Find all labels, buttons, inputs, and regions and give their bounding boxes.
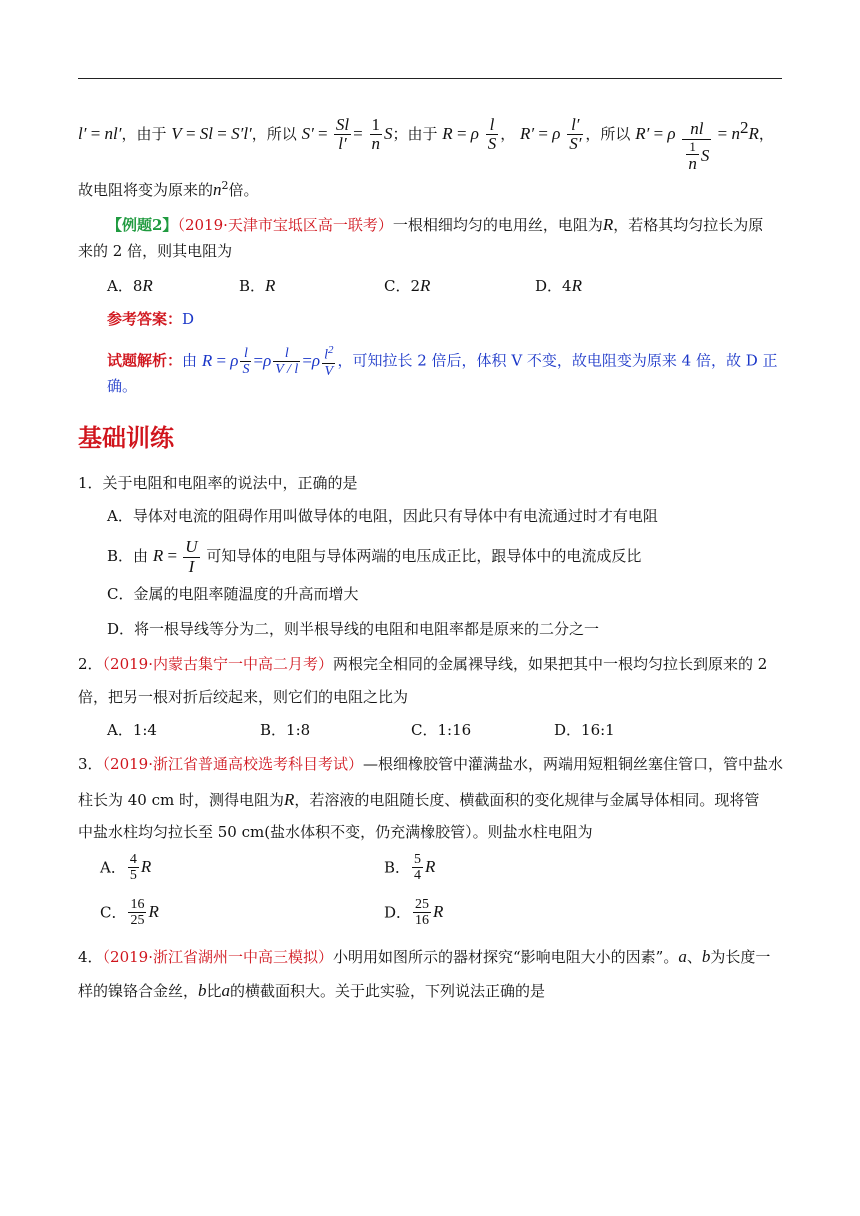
option-b: B．1:8 <box>260 721 311 739</box>
q3-option-c: C． $\frac{16}{25}$ R <box>100 897 159 929</box>
q2-stem: 2．（2019·内蒙古集宁一中高二月考）两根完全相同的金属裸导线，如果把其中一根均匀拉长到原来的 2 <box>78 655 768 673</box>
q2-stem-cont: 倍，把另一根对折后绞起来，则它们的电阻之比为 <box>78 688 409 706</box>
q3-stem-cont: 柱长为 40 cm 时，测得电阻为R，若溶液的电阻随长度、横截面积的变化规律与金属导体相同。现将管 <box>78 790 760 809</box>
option-d: D．16:1 <box>554 721 615 739</box>
q1-stem: 1．关于电阻和电阻率的说法中，正确的是 <box>78 474 358 492</box>
q1-option-a: A．导体对电流的阻碍作用叫做导体的电阻，因此只有导体中有电流通过时才有电阻 <box>107 507 658 525</box>
example2-analysis: 试题解析：由 R = ρ $\frac{l}{S}$ =ρ $\frac{l}{V / l}$ =ρ $\frac{l^2}{V}$ ，可知拉长 2 倍后，体积 V 不变，故电阻变为原来 4 倍，故 D 正确。 <box>107 344 778 396</box>
section-title: 基础训练 <box>78 424 174 452</box>
option-d: D．4R <box>535 276 582 295</box>
example2-answer: 参考答案：D <box>107 310 195 328</box>
q3-option-b: B． $\frac{5}{4}$ R <box>384 852 436 884</box>
option-a: A．8R <box>107 276 153 295</box>
q1-option-d: D．将一根导线等分为二，则半根导线的电阻和电阻率都是原来的二分之一 <box>107 620 600 638</box>
header-rule <box>78 78 782 79</box>
formula-line: l′ = nl′，由于 V = Sl = S′l′，所以 S′ = $\frac{Sl}{l'}$ = $\frac{1}{n}$ S；由于 R = ρ $\frac{l}{S}$ ， R′ = ρ $\frac{l'}{S'}$ ，所以 R′ = ρ nl $\frac{1}{n}$ S = $n^2R$， <box>78 114 774 173</box>
option-b: B．R <box>239 276 276 295</box>
conclusion-line: 故电阻将变为原来的$n^2$倍。 <box>78 179 259 199</box>
example2-stem: 【例题2】（2019·天津市宝坻区高一联考）一根相细均匀的电用丝，电阻为R，若格其均匀拉长为原 <box>107 215 764 234</box>
example2-stem-cont: 来的 2 倍，则其电阻为 <box>78 242 233 260</box>
q4-stem: 4．（2019·浙江省湖州一中高三模拟）小明用如图所示的器材探究“影响电阻大小的因素”。a、b为长度一 <box>78 947 771 966</box>
option-a: A．1:4 <box>107 721 157 739</box>
q1-option-b: B．由 R = $\frac{U}{I}$ 可知导体的电阻与导体两端的电压成正比，跟导体中的电流成反比 <box>107 537 642 576</box>
q2-options <box>107 723 817 738</box>
q3-option-d: D． $\frac{25}{16}$ R <box>384 897 444 929</box>
q1-option-c: C．金属的电阻率随温度的升高而增大 <box>107 585 359 603</box>
q3-option-a: A． $\frac{4}{5}$ R <box>100 852 152 884</box>
q3-stem: 3．（2019·浙江省普通高校选考科目考试）—根细橡胶管中灌满盐水，两端用短粗铜丝塞住管口，管中盐水 <box>78 755 784 773</box>
example2-options <box>107 277 817 294</box>
q4-stem-cont: 样的镍铬合金丝，b比a的横截面积大。关于此实验，下列说法正确的是 <box>78 981 546 1000</box>
option-c: C．2R <box>384 276 431 295</box>
option-c: C．1:16 <box>411 721 472 739</box>
q3-stem-cont2: 中盐水柱均匀拉长至 50 cm(盐水体积不变，仍充满橡胶管）。则盐水柱电阻为 <box>78 823 593 841</box>
